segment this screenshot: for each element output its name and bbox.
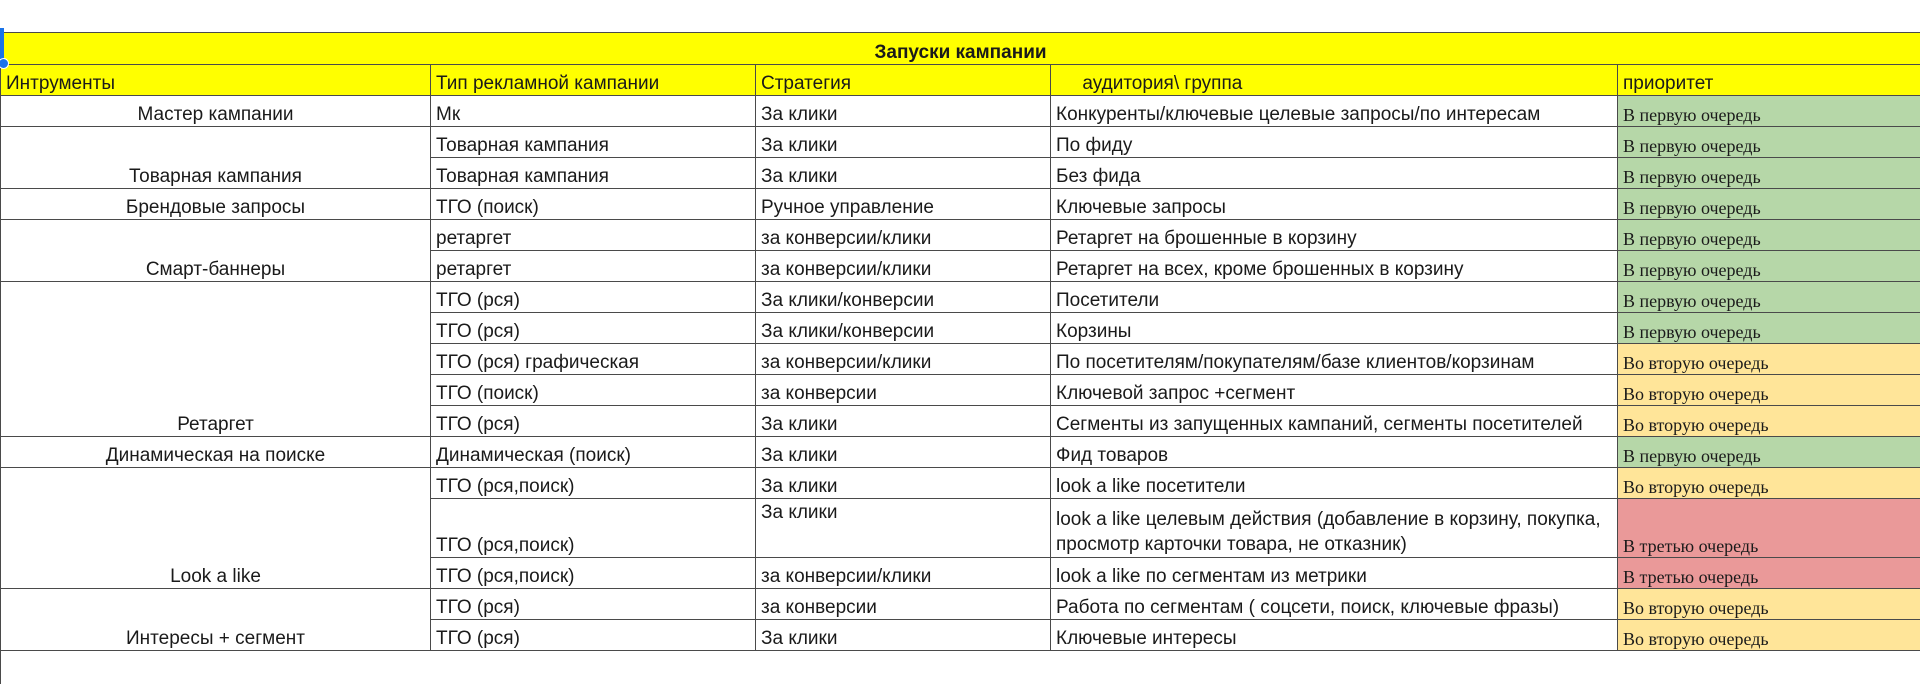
strategy-cell[interactable]: За клики (756, 158, 1051, 189)
type-cell[interactable]: Динамическая (поиск) (431, 437, 756, 468)
priority-cell[interactable]: В первую очередь (1618, 282, 1920, 313)
header-strategy[interactable]: Стратегия (756, 65, 1051, 96)
strategy-cell[interactable]: за конверсии/клики (756, 251, 1051, 282)
audience-cell[interactable]: Фид товаров (1051, 437, 1618, 468)
table-row (1, 437, 1920, 468)
table-row (1, 127, 1920, 158)
type-cell[interactable]: ретаргет (431, 220, 756, 251)
strategy-cell[interactable]: За клики (756, 127, 1051, 158)
strategy-cell[interactable]: за конверсии/клики (756, 220, 1051, 251)
priority-cell[interactable]: В первую очередь (1618, 313, 1920, 344)
tool-cell[interactable]: Брендовые запросы (1, 189, 431, 220)
audience-cell[interactable]: Ключевые интересы (1051, 620, 1618, 651)
header-priority[interactable]: приоритет (1618, 65, 1920, 96)
audience-cell[interactable]: Ретаргет на брошенные в корзину (1051, 220, 1618, 251)
priority-cell[interactable]: В первую очередь (1618, 189, 1920, 220)
strategy-cell[interactable]: За клики (756, 620, 1051, 651)
audience-cell[interactable]: look a like посетители (1051, 468, 1618, 499)
strategy-cell[interactable]: За клики (756, 406, 1051, 437)
audience-cell[interactable]: Ключевой запрос +сегмент (1051, 375, 1618, 406)
audience-cell[interactable]: Корзины (1051, 313, 1618, 344)
audience-cell[interactable]: look a like целевым действия (добавление в корзину, покупка, просмотр карточки товара, не отказник) (1051, 499, 1618, 558)
sheet-title-row (1, 33, 1920, 65)
tool-cell[interactable]: Товарная кампания (1, 127, 431, 189)
type-cell[interactable]: ТГО (рся) (431, 313, 756, 344)
header-audience[interactable]: аудитория\ группа (1051, 65, 1618, 96)
campaign-launch-sheet (0, 32, 1920, 651)
type-cell[interactable]: ТГО (поиск) (431, 375, 756, 406)
table-row (1, 189, 1920, 220)
type-cell[interactable]: ТГО (рся) (431, 589, 756, 620)
priority-cell[interactable]: Во вторую очередь (1618, 406, 1920, 437)
priority-cell[interactable]: Во вторую очередь (1618, 589, 1920, 620)
type-cell[interactable]: ТГО (рся) (431, 620, 756, 651)
priority-cell[interactable]: Во вторую очередь (1618, 375, 1920, 406)
table-row (1, 220, 1920, 251)
priority-cell[interactable]: В первую очередь (1618, 158, 1920, 189)
type-cell[interactable]: ТГО (рся,поиск) (431, 468, 756, 499)
header-tools[interactable]: Интрументы (1, 65, 431, 96)
type-cell[interactable]: Мк (431, 96, 756, 127)
type-cell[interactable]: ТГО (рся) графическая (431, 344, 756, 375)
strategy-cell[interactable]: За клики (756, 499, 1051, 558)
header-type[interactable]: Тип рекламной кампании (431, 65, 756, 96)
type-cell[interactable]: ТГО (рся,поиск) (431, 558, 756, 589)
strategy-cell[interactable]: за конверсии/клики (756, 344, 1051, 375)
audience-cell[interactable]: Ретаргет на всех, кроме брошенных в корзину (1051, 251, 1618, 282)
type-cell[interactable]: ретаргет (431, 251, 756, 282)
strategy-cell[interactable]: За клики (756, 96, 1051, 127)
priority-cell[interactable]: В первую очередь (1618, 127, 1920, 158)
tool-cell[interactable]: Ретаргет (1, 282, 431, 437)
table-row (1, 468, 1920, 499)
priority-cell[interactable]: В первую очередь (1618, 251, 1920, 282)
sheet-title[interactable]: Запуски кампании (1, 33, 1920, 65)
type-cell[interactable]: ТГО (поиск) (431, 189, 756, 220)
audience-cell[interactable]: Конкуренты/ключевые целевые запросы/по интересам (1051, 96, 1618, 127)
strategy-cell[interactable]: за конверсии (756, 375, 1051, 406)
strategy-cell[interactable]: За клики/конверсии (756, 313, 1051, 344)
strategy-cell[interactable]: За клики (756, 468, 1051, 499)
strategy-cell[interactable]: за конверсии/клики (756, 558, 1051, 589)
strategy-cell[interactable]: за конверсии (756, 589, 1051, 620)
tool-cell[interactable]: Смарт-баннеры (1, 220, 431, 282)
tool-cell[interactable]: Динамическая на поиске (1, 437, 431, 468)
audience-cell[interactable]: Ключевые запросы (1051, 189, 1618, 220)
priority-cell[interactable]: Во вторую очередь (1618, 620, 1920, 651)
audience-cell[interactable]: Посетители (1051, 282, 1618, 313)
type-cell[interactable]: ТГО (рся,поиск) (431, 499, 756, 558)
priority-cell[interactable]: В первую очередь (1618, 96, 1920, 127)
table-row (1, 282, 1920, 313)
priority-cell[interactable]: Во вторую очередь (1618, 344, 1920, 375)
type-cell[interactable]: Товарная кампания (431, 158, 756, 189)
audience-cell[interactable]: По фиду (1051, 127, 1618, 158)
audience-cell[interactable]: Работа по сегментам ( соцсети, поиск, ключевые фразы) (1051, 589, 1618, 620)
table-row (1, 96, 1920, 127)
priority-cell[interactable]: Во вторую очередь (1618, 468, 1920, 499)
audience-cell[interactable]: look a like по сегментам из метрики (1051, 558, 1618, 589)
header-row (1, 65, 1920, 96)
type-cell[interactable]: ТГО (рся) (431, 406, 756, 437)
priority-cell[interactable]: В третью очередь (1618, 499, 1920, 558)
priority-cell[interactable]: В первую очередь (1618, 220, 1920, 251)
strategy-cell[interactable]: Ручное управление (756, 189, 1051, 220)
audience-cell[interactable]: Без фида (1051, 158, 1618, 189)
audience-cell[interactable]: По посетителям/покупателям/базе клиентов/корзинам (1051, 344, 1618, 375)
type-cell[interactable]: Товарная кампания (431, 127, 756, 158)
tool-cell[interactable]: Интересы + сегмент (1, 589, 431, 651)
strategy-cell[interactable]: За клики/конверсии (756, 282, 1051, 313)
strategy-cell[interactable]: За клики (756, 437, 1051, 468)
table-row (1, 589, 1920, 620)
type-cell[interactable]: ТГО (рся) (431, 282, 756, 313)
priority-cell[interactable]: В третью очередь (1618, 558, 1920, 589)
priority-cell[interactable]: В первую очередь (1618, 437, 1920, 468)
audience-cell[interactable]: Сегменты из запущенных кампаний, сегменты посетителей (1051, 406, 1618, 437)
tool-cell[interactable]: Мастер кампании (1, 96, 431, 127)
tool-cell[interactable]: Look a like (1, 468, 431, 589)
